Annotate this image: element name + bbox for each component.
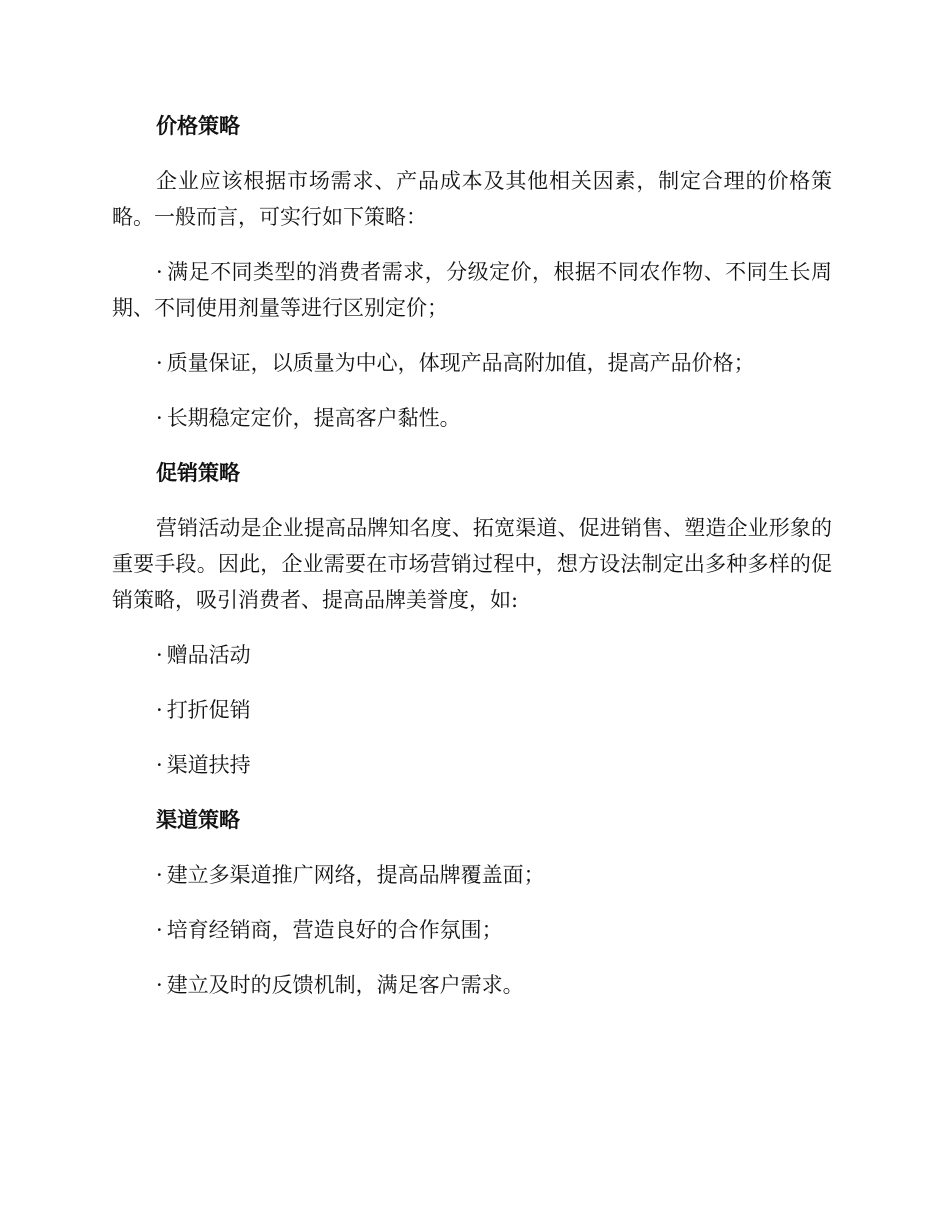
bullet-dot: · bbox=[156, 698, 163, 722]
bullet-item bbox=[112, 747, 832, 783]
bullet-text: 打折促销 bbox=[166, 698, 251, 722]
bullet-dot: · bbox=[156, 918, 163, 942]
bullet-text: 渠道扶持 bbox=[166, 753, 251, 777]
section-paragraph-promotion: 营销活动是企业提高品牌知名度、拓宽渠道、促进销售、塑造企业形象的重要手段。因此，企业需要在市场营销过程中，想方设法制定出多种多样的促销策略，吸引消费者、提高品牌美誉度，如: bbox=[112, 516, 832, 612]
section-heading-channel: 渠道策略 bbox=[156, 808, 240, 832]
bullet-text: 建立及时的反馈机制，满足客户需求。 bbox=[166, 973, 524, 997]
bullet-text: 满足不同类型的消费者需求，分级定价，根据不同农作物、不同生长周期、不同使用剂量等进行区别定价； bbox=[112, 260, 832, 320]
bullet-dot: · bbox=[156, 406, 163, 430]
bullet-text: 赠品活动 bbox=[166, 643, 251, 667]
bullet-item bbox=[112, 254, 832, 326]
bullet-dot: · bbox=[156, 351, 163, 375]
bullet-item bbox=[112, 857, 832, 893]
bullet-text: 培育经销商，营造良好的合作氛围； bbox=[166, 918, 503, 942]
bullet-item bbox=[112, 912, 832, 948]
bullet-text: 建立多渠道推广网络，提高品牌覆盖面； bbox=[166, 863, 545, 887]
bullet-item bbox=[112, 637, 832, 673]
bullet-dot: · bbox=[156, 260, 163, 284]
bullet-text: 质量保证，以质量为中心，体现产品高附加值，提高产品价格； bbox=[166, 351, 755, 375]
bullet-dot: · bbox=[156, 973, 163, 997]
bullet-dot: · bbox=[156, 753, 163, 777]
section-paragraph-price: 企业应该根据市场需求、产品成本及其他相关因素，制定合理的价格策略。一般而言，可实行如下策略： bbox=[112, 169, 832, 229]
bullet-item bbox=[112, 967, 832, 1003]
bullet-dot: · bbox=[156, 643, 163, 667]
bullet-dot: · bbox=[156, 863, 163, 887]
bullet-text: 长期稳定定价，提高客户黏性。 bbox=[166, 406, 461, 430]
section-heading-price: 价格策略 bbox=[156, 114, 240, 138]
section-heading-promotion: 促销策略 bbox=[156, 461, 240, 485]
bullet-item bbox=[112, 345, 832, 381]
bullet-item bbox=[112, 692, 832, 728]
bullet-item bbox=[112, 400, 832, 436]
